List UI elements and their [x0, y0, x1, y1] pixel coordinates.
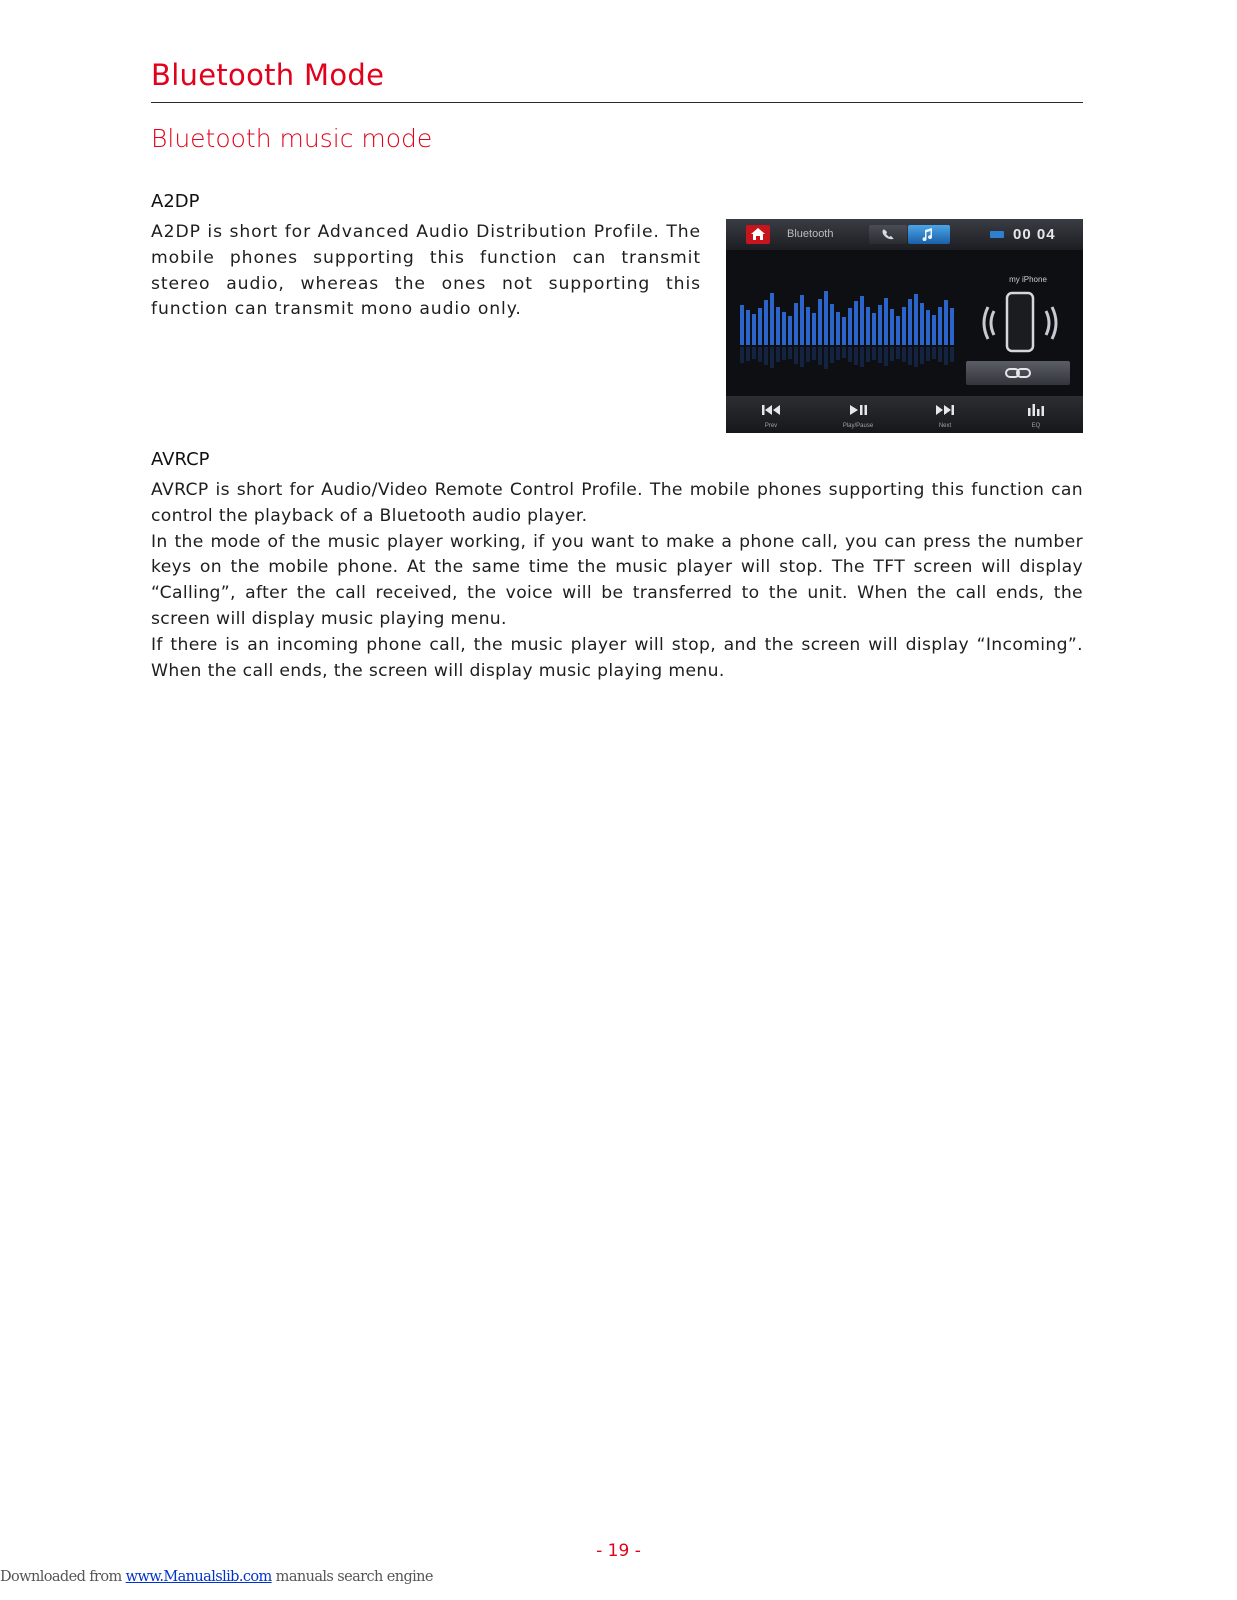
source-label: Bluetooth: [787, 228, 834, 240]
footer-suffix: manuals search engine: [271, 1569, 433, 1585]
phone-tab: [869, 225, 907, 244]
eq-bar: [770, 293, 774, 345]
eq-bar-reflection: [944, 347, 948, 365]
play-pause-button: Play/Pause: [828, 396, 888, 433]
page-title: Bluetooth Mode: [151, 58, 385, 92]
eq-bar-reflection: [788, 347, 792, 359]
eq-bar-reflection: [752, 347, 756, 359]
footer-prefix: Downloaded from: [0, 1569, 126, 1585]
a2dp-heading: A2DP: [151, 191, 200, 212]
eq-bar: [896, 316, 900, 345]
eq-bar-reflection: [872, 347, 876, 360]
eq-bar-reflection: [764, 347, 768, 365]
eq-bar: [914, 294, 918, 345]
eq-bar-reflection: [824, 347, 828, 369]
eq-bar-reflection: [884, 347, 888, 366]
eq-bar: [926, 310, 930, 345]
eq-bar-reflection: [842, 347, 846, 358]
eq-bar-reflection: [782, 347, 786, 360]
avrcp-text: [151, 478, 1083, 684]
eq-bar: [890, 309, 894, 345]
eq-bar-reflection: [794, 347, 798, 364]
clock: 00 04: [1013, 226, 1056, 243]
eq-bar: [800, 295, 804, 345]
title-divider: [151, 102, 1083, 103]
eq-bar: [794, 303, 798, 345]
eq-bar: [776, 307, 780, 345]
prev-button: Prev: [741, 396, 801, 433]
eq-bar: [938, 307, 942, 345]
eq-bar-reflection: [836, 347, 840, 360]
playback-controls: [726, 396, 1083, 433]
eq-bar-reflection: [896, 347, 900, 359]
eq-bar-reflection: [938, 347, 942, 362]
eq-bar: [836, 312, 840, 345]
eq-bar: [872, 313, 876, 345]
eq-bar-reflection: [926, 347, 930, 361]
avrcp-heading: AVRCP: [151, 449, 210, 470]
home-icon: [746, 225, 770, 244]
eq-button: EQ: [1006, 396, 1066, 433]
prev-icon: [761, 403, 781, 417]
eq-bar: [758, 308, 762, 345]
eq-bar: [764, 300, 768, 345]
manualslib-link[interactable]: www.Manualslib.com: [125, 1569, 272, 1585]
eq-icon: [1026, 403, 1046, 417]
eq-bar: [752, 314, 756, 345]
eq-bar-reflection: [758, 347, 762, 362]
avrcp-paragraph-3: If there is an incoming phone call, the music player will stop, and the screen will display “Incoming”. When the call ends, the screen will display music playing menu.: [151, 634, 1083, 681]
paired-device-name: my iPhone: [1009, 275, 1047, 284]
eq-bar: [950, 308, 954, 345]
eq-bar-reflection: [818, 347, 822, 365]
eq-bar: [830, 304, 834, 345]
avrcp-paragraph-2: In the mode of the music player working, if you want to make a phone call, you can press the number keys on the mobile phone. At the same time the music player will stop. The TFT screen will display “Calling”, after the call received, the voice will be transferred to the unit. When the call ends, the screen will display music playing menu.: [151, 531, 1083, 629]
equalizer-visualizer: [740, 275, 958, 375]
eq-bar: [740, 305, 744, 345]
eq-bar: [854, 301, 858, 345]
eq-bar: [944, 300, 948, 345]
eq-bar-reflection: [920, 347, 924, 364]
footer: [0, 1569, 433, 1585]
a2dp-text: A2DP is short for Advanced Audio Distribution Profile. The mobile phones supporting this function can transmit stereo audio, whereas the ones not supporting this function can transmit mono audio only.: [151, 222, 701, 320]
eq-bar: [920, 303, 924, 345]
eq-bar-reflection: [914, 347, 918, 367]
eq-bar-reflection: [740, 347, 744, 363]
next-button: Next: [915, 396, 975, 433]
play-pause-icon: [848, 403, 868, 417]
eq-bar: [848, 308, 852, 345]
head-unit-screenshot: [726, 219, 1083, 433]
link-icon: [1004, 366, 1032, 380]
eq-bar-reflection: [890, 347, 894, 361]
eq-bar-reflection: [812, 347, 816, 360]
eq-bar: [746, 310, 750, 345]
eq-bar-reflection: [902, 347, 906, 362]
eq-bar: [908, 299, 912, 345]
eq-bar: [806, 307, 810, 345]
page-number: - 19 -: [596, 1541, 641, 1561]
eq-bar-reflection: [950, 347, 954, 362]
eq-bar-reflection: [848, 347, 852, 362]
eq-bar: [860, 296, 864, 345]
eq-bar: [812, 313, 816, 345]
eq-bar-reflection: [932, 347, 936, 359]
eq-bar: [818, 299, 822, 345]
eq-bar-reflection: [908, 347, 912, 365]
eq-bar-reflection: [776, 347, 780, 362]
phone-icon: [974, 291, 1066, 355]
eq-bar-reflection: [860, 347, 864, 367]
eq-bar: [842, 317, 846, 345]
eq-bar-reflection: [866, 347, 870, 362]
eq-bar: [866, 307, 870, 345]
eq-bar: [902, 307, 906, 345]
eq-bar: [878, 305, 882, 345]
eq-bar-reflection: [878, 347, 882, 363]
connect-button: [966, 361, 1070, 385]
screen-top-bar: [726, 219, 1083, 250]
eq-bar: [782, 312, 786, 345]
eq-bar: [824, 291, 828, 345]
battery-icon: [990, 231, 1004, 238]
eq-bar: [788, 316, 792, 345]
avrcp-paragraph-1: AVRCP is short for Audio/Video Remote Control Profile. The mobile phones supporting this function can control the playback of a Bluetooth audio player.: [151, 480, 1083, 526]
music-tab: [908, 225, 950, 244]
next-icon: [935, 403, 955, 417]
eq-bar: [884, 298, 888, 345]
eq-bar-reflection: [830, 347, 834, 363]
eq-bar-reflection: [854, 347, 858, 365]
eq-bar-reflection: [800, 347, 804, 367]
eq-bar-reflection: [770, 347, 774, 368]
section-subtitle: Bluetooth music mode: [151, 124, 433, 153]
eq-bar-reflection: [746, 347, 750, 361]
eq-bar-reflection: [806, 347, 810, 362]
eq-bar: [932, 315, 936, 345]
